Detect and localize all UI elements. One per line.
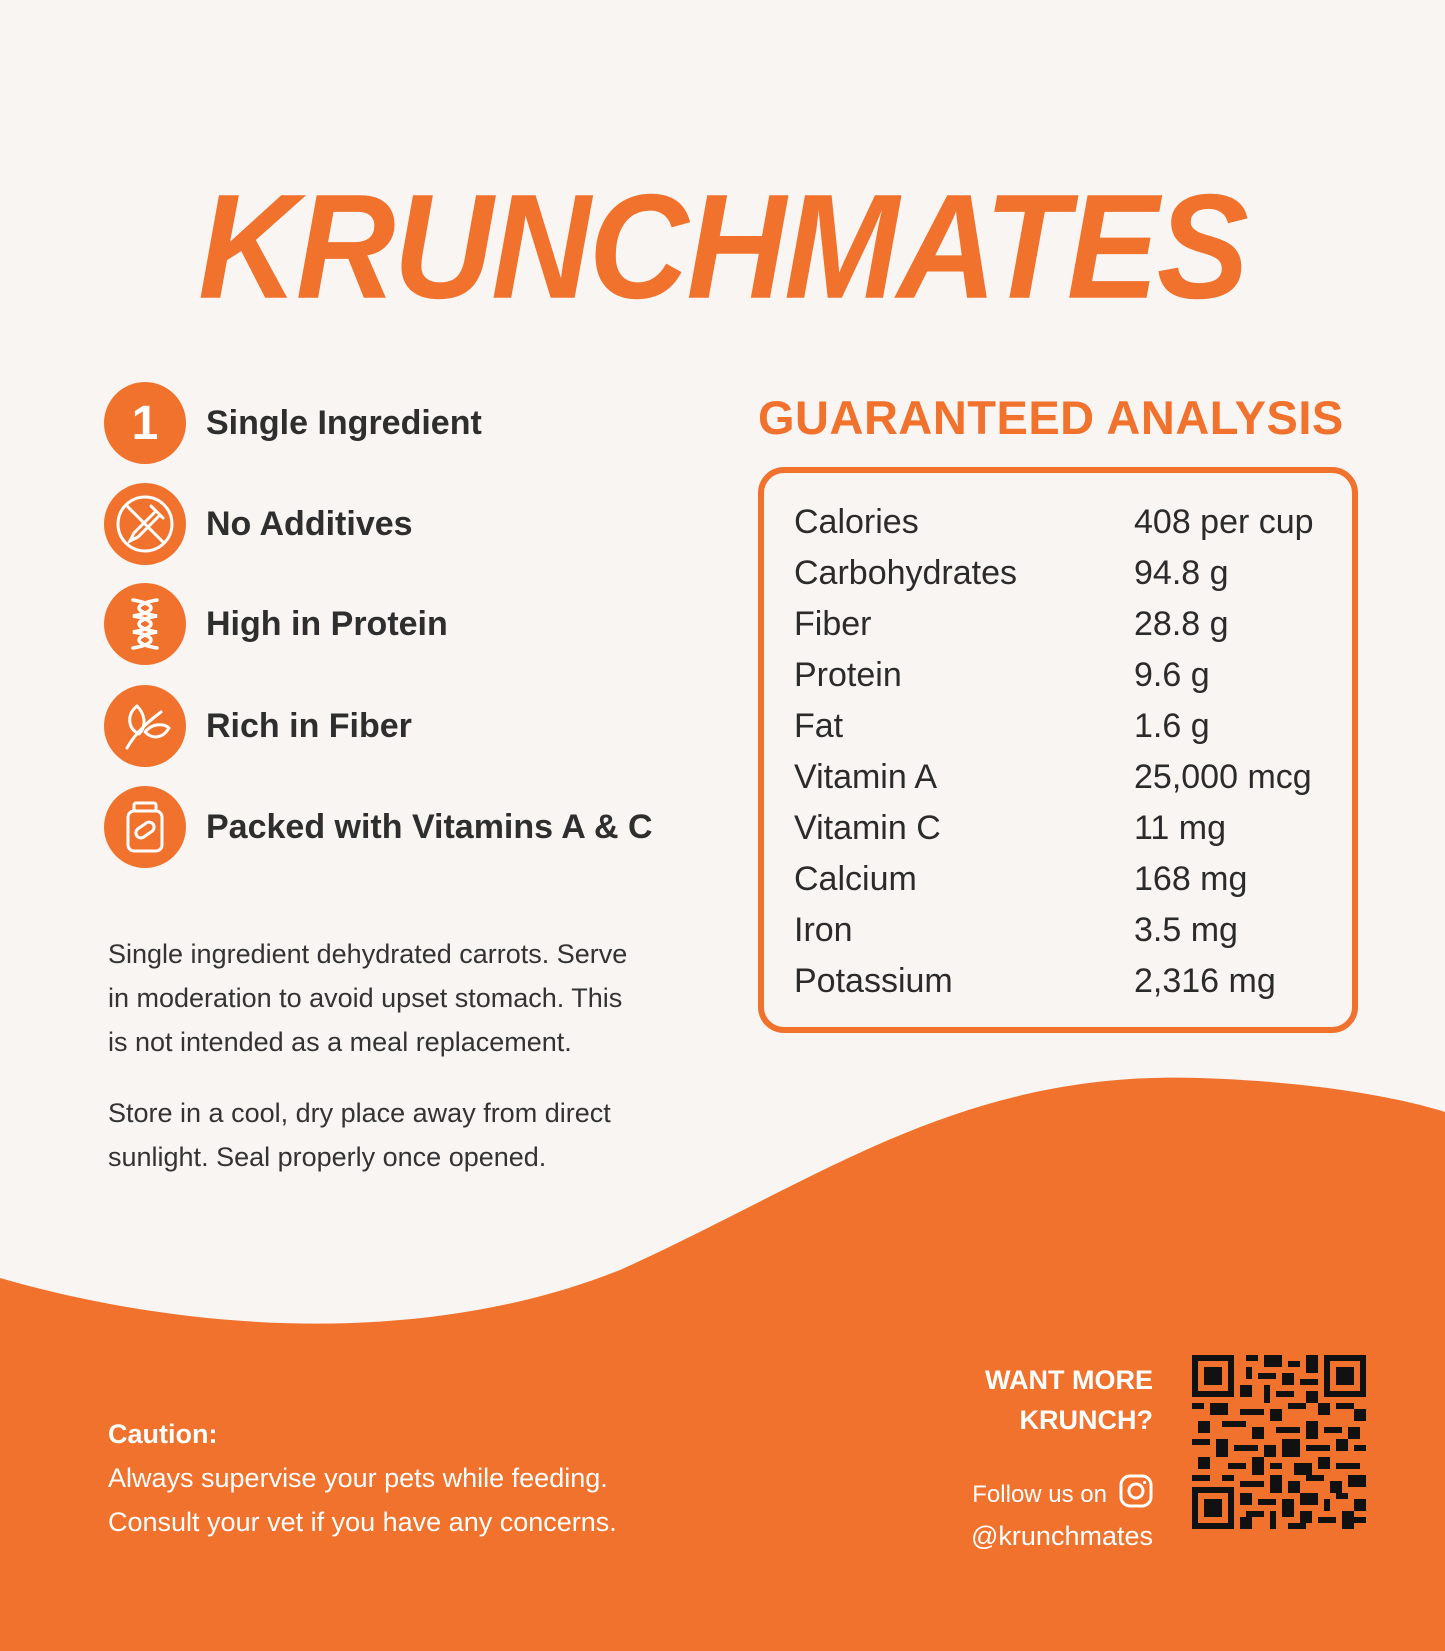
number-one-icon: 1 [104,382,186,464]
feature-label: No Additives [206,504,413,543]
social-promo [971,1360,1153,1552]
nutrient-label: Calcium [794,860,917,898]
nutrient-value: 28.8 g [1134,605,1229,643]
protein-strand-icon [104,583,186,665]
brand-logo: KRUNCHMATES [198,163,1247,331]
nutrient-label: Protein [794,656,902,694]
usage-description: Single ingredient dehydrated carrots. Serve in moderation to avoid upset stomach. This is not intended as a meal replacement. [108,939,628,1057]
feature-label: Packed with Vitamins A & C [206,807,653,846]
caution-note: Caution: Always supervise your pets while feeding. Consult your vet if you have any concerns. [108,1412,808,1544]
nutrient-value: 94.8 g [1134,554,1229,592]
nutrient-value: 3.5 mg [1134,911,1238,949]
nutrient-value: 2,316 mg [1134,962,1276,1000]
feature-label: Single Ingredient [206,403,482,442]
nutrient-value: 408 per cup [1134,503,1314,541]
nutrient-label: Vitamin A [794,758,938,796]
nutrient-label: Fat [794,707,844,745]
no-additives-dropper-icon [104,483,186,565]
nutrient-value: 168 mg [1134,860,1248,898]
storage-description: Store in a cool, dry place away from direct sunlight. Seal properly once opened. [108,1098,611,1172]
instagram-icon[interactable] [1119,1474,1153,1515]
nutrient-label: Vitamin C [794,809,941,847]
nutrient-label: Fiber [794,605,872,643]
analysis-title: GUARANTEED ANALYSIS [758,391,1344,444]
feature-vitamins [104,786,653,868]
nutrient-value: 11 mg [1134,809,1226,847]
qr-code-icon[interactable] [1192,1355,1366,1529]
feature-no-additives [104,483,413,565]
promo-headline: WANT MORE [985,1365,1153,1395]
nutrient-label: Carbohydrates [794,554,1018,592]
feature-rich-in-fiber [104,685,412,767]
nutrient-label: Iron [794,911,853,949]
feature-single-ingredient [104,382,482,464]
analysis-table [758,467,1358,1033]
nutrient-value: 9.6 g [1134,656,1210,694]
feature-high-in-protein [104,583,448,665]
feature-label: High in Protein [206,604,448,643]
nutrient-label: Calories [794,503,919,541]
nutrient-label: Potassium [794,962,953,1000]
promo-headline-2: KRUNCH? [1019,1405,1153,1435]
caution-heading: Caution: [108,1419,218,1449]
vitamin-jar-icon [104,786,186,868]
leaf-icon [104,685,186,767]
nutrient-value: 25,000 mcg [1134,758,1312,796]
feature-label: Rich in Fiber [206,706,412,745]
nutrient-value: 1.6 g [1134,707,1210,745]
follow-line: Follow us on [971,1474,1153,1515]
instagram-handle[interactable]: @krunchmates [971,1521,1153,1551]
